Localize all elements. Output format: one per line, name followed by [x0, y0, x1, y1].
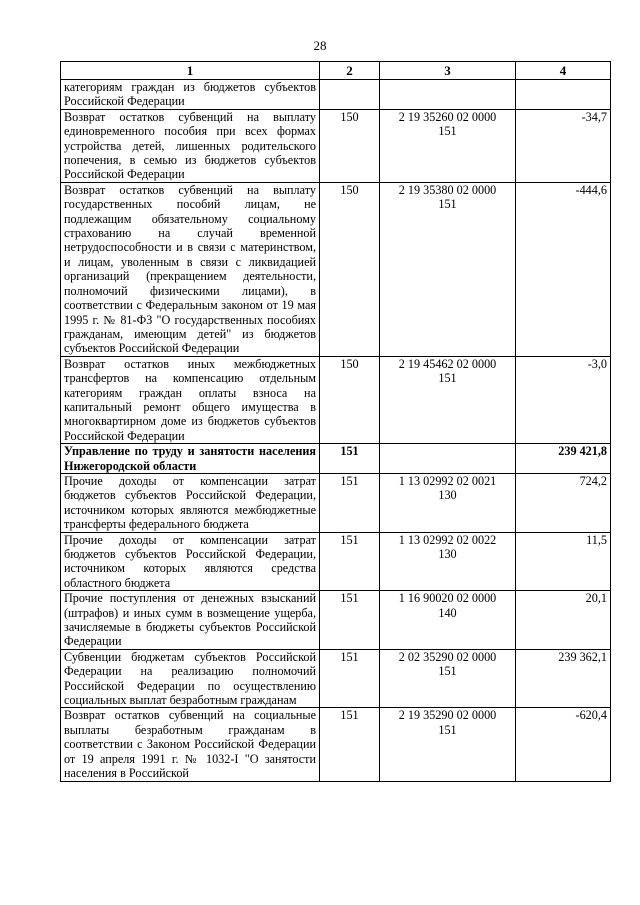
row-name-cell: Прочие доходы от компенсации затрат бюджетов субъектов Российской Федерации, источником которых являются межбюджетные трансферты федерального бюджета [61, 473, 320, 532]
row-name-cell: Управление по труду и занятости населения Нижегородской области [61, 444, 320, 474]
budget-code-suffix: 151 [438, 197, 457, 212]
column-header-2: 2 [320, 62, 380, 80]
row-amount-cell: 11,5 [516, 532, 611, 591]
budget-code-suffix: 151 [438, 722, 457, 737]
row-amount-cell: 20,1 [516, 591, 611, 650]
row-admin-code-cell: 151 [320, 591, 380, 650]
table-row [61, 109, 611, 182]
row-admin-code-cell: 151 [320, 532, 380, 591]
row-budget-code-cell [380, 109, 516, 182]
budget-code-suffix: 151 [438, 664, 457, 679]
row-budget-code-cell [380, 444, 516, 474]
row-amount-cell: -620,4 [516, 708, 611, 781]
row-budget-code-cell [380, 591, 516, 650]
budget-code-suffix: 151 [438, 371, 457, 386]
row-budget-code-cell [380, 473, 516, 532]
table-row [61, 182, 611, 356]
row-amount-cell [516, 80, 611, 110]
row-amount-cell: -3,0 [516, 356, 611, 443]
column-header-1: 1 [61, 62, 320, 80]
row-admin-code-cell: 151 [320, 444, 380, 474]
budget-code-suffix: 130 [438, 547, 457, 561]
budget-code-line: 2 19 35380 02 0000 [398, 182, 497, 197]
row-name-cell: Возврат остатков иных межбюджетных трансфертов на компенсацию отдельным категориям граждан оплаты взноса на капитальный ремонт общего имущества в многоквартирном доме из бюджетов субъектов Российской Федерации [61, 356, 320, 443]
row-admin-code-cell: 150 [320, 182, 380, 356]
budget-revenue-table [60, 61, 611, 782]
budget-code-line: 1 13 02992 02 0021 [398, 473, 497, 488]
table-row [61, 356, 611, 443]
table-row [61, 473, 611, 532]
row-amount-cell: -34,7 [516, 109, 611, 182]
budget-code-suffix: 151 [438, 124, 457, 139]
row-name-cell: Возврат остатков субвенций на выплату государственных пособий лицам, не подлежащим обязательному социальному страхованию на случай временной нетрудоспособности и в связи с материнством, и лицам, уволенным в связи с ликвидацией организаций (прекращением деятельности, полномочий физическими лицами), в соответствии с Федеральным законом от 19 мая 1995 г. № 81-ФЗ "О государственных пособиях гражданам, имеющим детей" из бюджетов субъектов Российской Федерации [61, 182, 320, 356]
budget-code-line: 2 19 45462 02 0000 [398, 356, 497, 371]
row-admin-code-cell: 151 [320, 649, 380, 708]
row-admin-code-cell: 151 [320, 708, 380, 781]
row-budget-code-cell [380, 532, 516, 591]
page-number: 28 [313, 38, 327, 53]
row-admin-code-cell [320, 80, 380, 110]
budget-code-line: 2 02 35290 02 0000 [398, 649, 497, 664]
row-amount-cell: 239 362,1 [516, 649, 611, 708]
table-row [61, 591, 611, 650]
table-row [61, 444, 611, 474]
row-amount-cell: 724,2 [516, 473, 611, 532]
row-budget-code-cell [380, 356, 516, 443]
table-row [61, 708, 611, 781]
table-row [61, 532, 611, 591]
budget-code-line: 1 13 02992 02 0022 [398, 532, 497, 547]
row-budget-code-cell [380, 80, 516, 110]
row-admin-code-cell: 151 [320, 473, 380, 532]
budget-code-line: 1 16 90020 02 0000 [398, 591, 497, 606]
table-row [61, 649, 611, 708]
row-name-cell: Субвенции бюджетам субъектов Российской Федерации на реализацию полномочий Российской Федерации по осуществлению социальных выплат безработным гражданам [61, 649, 320, 708]
budget-code-line: 2 19 35290 02 0000 [398, 708, 497, 723]
row-admin-code-cell: 150 [320, 356, 380, 443]
row-amount-cell: -444,6 [516, 182, 611, 356]
row-name-cell: Возврат остатков субвенций на выплату единовременного пособия при всех формах устройства детей, лишенных родительского попечения, в семью из бюджетов субъектов Российской Федерации [61, 109, 320, 182]
table-row [61, 80, 611, 110]
row-budget-code-cell [380, 182, 516, 356]
row-admin-code-cell: 150 [320, 109, 380, 182]
column-header-4: 4 [516, 62, 611, 80]
budget-code-suffix: 130 [438, 488, 457, 503]
table-header-row [61, 62, 611, 80]
budget-code-line: 2 19 35260 02 0000 [398, 109, 497, 124]
row-amount-cell: 239 421,8 [516, 444, 611, 474]
row-budget-code-cell [380, 649, 516, 708]
row-name-cell: категориям граждан из бюджетов субъектов Российской Федерации [61, 80, 320, 110]
budget-code-suffix: 140 [438, 605, 457, 620]
row-budget-code-cell [380, 708, 516, 781]
row-name-cell: Возврат остатков субвенций на социальные выплаты безработным гражданам в соответствии с Законом Российской Федерации от 19 апреля 1991 г. № 1032-I "О занятости населения в Российской [61, 708, 320, 781]
row-name-cell: Прочие доходы от компенсации затрат бюджетов субъектов Российской Федерации, источником которых являются средства областного бюджета [61, 532, 320, 591]
row-name-cell: Прочие поступления от денежных взысканий (штрафов) и иных сумм в возмещение ущерба, зачисляемые в бюджеты субъектов Российской Федерации [61, 591, 320, 650]
column-header-3: 3 [380, 62, 516, 80]
